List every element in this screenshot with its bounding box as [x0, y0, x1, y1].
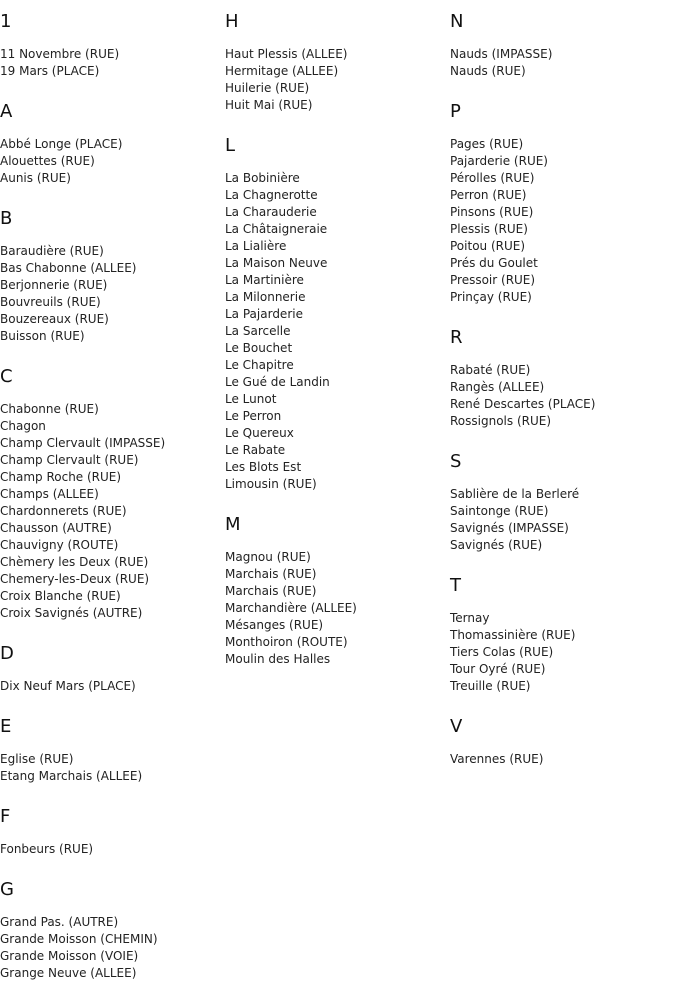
- street-list-item: Pages (RUE): [450, 137, 524, 151]
- section-letter-heading: N: [450, 11, 464, 32]
- street-list-item: Savignés (IMPASSE): [450, 521, 569, 535]
- street-list-item: Marchandière (ALLEE): [225, 601, 357, 615]
- index-column: [450, 10, 670, 788]
- street-list-item: La Martinière: [225, 273, 304, 287]
- street-list-item: Poitou (RUE): [450, 239, 526, 253]
- section-letter-heading: F: [0, 806, 11, 827]
- letter-section: [0, 207, 220, 345]
- street-list: [450, 751, 670, 768]
- street-list-item: Eglise (RUE): [0, 752, 74, 766]
- street-list-item: Etang Marchais (ALLEE): [0, 769, 143, 783]
- street-list-item: Huilerie (RUE): [225, 81, 310, 95]
- street-list-item: Mésanges (RUE): [225, 618, 324, 632]
- street-list-item: Champ Clervault (IMPASSE): [0, 436, 166, 450]
- street-list-item: Tour Oyré (RUE): [450, 662, 546, 676]
- street-list-item: Bouzereaux (RUE): [0, 312, 109, 326]
- street-list-item: René Descartes (PLACE): [450, 397, 596, 411]
- street-list-item: Ternay: [450, 611, 490, 625]
- street-list-item: Alouettes (RUE): [0, 154, 95, 168]
- street-list-item: Haut Plessis (ALLEE): [225, 47, 348, 61]
- letter-section: [450, 574, 670, 695]
- section-letter-heading: 1: [0, 11, 12, 32]
- street-list-item: Moulin des Halles: [225, 652, 331, 666]
- letter-section: [225, 10, 445, 114]
- street-list-item: Sablière de la Berleré: [450, 487, 580, 501]
- letter-section: [0, 715, 220, 785]
- street-list-item: Baraudière (RUE): [0, 244, 104, 258]
- section-letter-heading: H: [225, 11, 239, 32]
- street-list-item: Champ Roche (RUE): [0, 470, 122, 484]
- street-list-item: Champs (ALLEE): [0, 487, 99, 501]
- street-list: [450, 610, 670, 695]
- street-list-item: Treuille (RUE): [450, 679, 531, 693]
- street-list-item: Rangès (ALLEE): [450, 380, 545, 394]
- street-list-item: Dix Neuf Mars (PLACE): [0, 679, 136, 693]
- street-list-item: La Bobinière: [225, 171, 300, 185]
- street-list-item: Bouvreuils (RUE): [0, 295, 101, 309]
- street-list-item: La Châtaigneraie: [225, 222, 328, 236]
- street-list-item: Chabonne (RUE): [0, 402, 99, 416]
- street-list-item: La Chagnerotte: [225, 188, 318, 202]
- section-letter-heading: M: [225, 514, 241, 535]
- street-list-item: Saintonge (RUE): [450, 504, 549, 518]
- street-list-item: Le Gué de Landin: [225, 375, 330, 389]
- street-list-item: Chardonnerets (RUE): [0, 504, 127, 518]
- section-letter-heading: P: [450, 101, 461, 122]
- street-list-item: Pinsons (RUE): [450, 205, 534, 219]
- street-list-item: Nauds (IMPASSE): [450, 47, 553, 61]
- street-list-item: Champ Clervault (RUE): [0, 453, 139, 467]
- street-list-item: Hermitage (ALLEE): [225, 64, 339, 78]
- street-list-item: Les Blots Est: [225, 460, 302, 474]
- section-letter-heading: S: [450, 451, 462, 472]
- letter-section: [225, 134, 445, 493]
- street-list-item: Chausson (AUTRE): [0, 521, 112, 535]
- street-list: [0, 401, 220, 622]
- street-list-item: Le Chapitre: [225, 358, 294, 372]
- street-list: [0, 678, 220, 695]
- street-list: [450, 362, 670, 430]
- street-list-item: Le Lunot: [225, 392, 277, 406]
- street-list-item: Grande Moisson (VOIE): [0, 949, 139, 963]
- street-list-item: La Maison Neuve: [225, 256, 328, 270]
- street-list: [0, 46, 220, 80]
- street-list-item: Pérolles (RUE): [450, 171, 535, 185]
- street-list-item: Rossignols (RUE): [450, 414, 552, 428]
- letter-section: [450, 326, 670, 430]
- street-list: [450, 136, 670, 306]
- section-letter-heading: A: [0, 101, 13, 122]
- street-list-item: 11 Novembre (RUE): [0, 47, 120, 61]
- street-list: [0, 914, 220, 982]
- street-list-item: Chèmery les Deux (RUE): [0, 555, 149, 569]
- street-list-item: Berjonnerie (RUE): [0, 278, 108, 292]
- letter-section: [0, 805, 220, 858]
- street-list-item: Buisson (RUE): [0, 329, 85, 343]
- street-list-item: Varennes (RUE): [450, 752, 544, 766]
- street-list-item: Chemery-les-Deux (RUE): [0, 572, 150, 586]
- letter-section: [0, 365, 220, 622]
- street-list-item: Le Bouchet: [225, 341, 293, 355]
- street-list-item: La Lialière: [225, 239, 287, 253]
- street-list-item: Savignés (RUE): [450, 538, 543, 552]
- street-list-item: Rabaté (RUE): [450, 363, 531, 377]
- index-column: [225, 10, 445, 688]
- street-list-item: Chagon: [0, 419, 46, 433]
- street-list-item: Aunis (RUE): [0, 171, 71, 185]
- street-list-item: Plessis (RUE): [450, 222, 528, 236]
- street-list: [0, 751, 220, 785]
- letter-section: [0, 642, 220, 695]
- street-list-item: Huit Mai (RUE): [225, 98, 313, 112]
- street-list-item: Marchais (RUE): [225, 567, 317, 581]
- street-list: [225, 170, 445, 493]
- street-list-item: Pressoir (RUE): [450, 273, 536, 287]
- street-list-item: Abbé Longe (PLACE): [0, 137, 123, 151]
- street-list: [450, 486, 670, 554]
- street-list-item: Croix Blanche (RUE): [0, 589, 121, 603]
- street-list-item: Fonbeurs (RUE): [0, 842, 94, 856]
- street-list-item: La Milonnerie: [225, 290, 306, 304]
- section-letter-heading: G: [0, 879, 14, 900]
- section-letter-heading: B: [0, 208, 13, 229]
- section-letter-heading: T: [450, 575, 461, 596]
- street-list-item: Le Perron: [225, 409, 282, 423]
- street-list-item: La Sarcelle: [225, 324, 291, 338]
- street-list-item: Thomassinière (RUE): [450, 628, 576, 642]
- street-list: [0, 243, 220, 345]
- index-column: [0, 10, 220, 1002]
- street-list-item: 19 Mars (PLACE): [0, 64, 100, 78]
- section-letter-heading: R: [450, 327, 463, 348]
- street-list-item: La Charauderie: [225, 205, 317, 219]
- letter-section: [225, 513, 445, 668]
- letter-section: [450, 450, 670, 554]
- section-letter-heading: C: [0, 366, 13, 387]
- letter-section: [0, 878, 220, 982]
- street-list-item: Tiers Colas (RUE): [450, 645, 554, 659]
- street-list: [0, 136, 220, 187]
- letter-section: [450, 10, 670, 80]
- letter-section: [450, 100, 670, 306]
- section-letter-heading: V: [450, 716, 463, 737]
- street-list-item: Le Rabate: [225, 443, 286, 457]
- street-list: [225, 549, 445, 668]
- street-list-item: Grande Moisson (CHEMIN): [0, 932, 158, 946]
- section-letter-heading: D: [0, 643, 14, 664]
- street-list-item: La Pajarderie: [225, 307, 303, 321]
- letter-section: [0, 10, 220, 80]
- street-list-item: Pajarderie (RUE): [450, 154, 548, 168]
- street-list-item: Grand Pas. (AUTRE): [0, 915, 119, 929]
- street-list-item: Marchais (RUE): [225, 584, 317, 598]
- street-list-item: Perron (RUE): [450, 188, 527, 202]
- street-list: [450, 46, 670, 80]
- street-list-item: Chauvigny (ROUTE): [0, 538, 119, 552]
- street-list-item: Prinçay (RUE): [450, 290, 532, 304]
- street-list-item: Magnou (RUE): [225, 550, 311, 564]
- street-list-item: Limousin (RUE): [225, 477, 317, 491]
- letter-section: [0, 100, 220, 187]
- street-list: [225, 46, 445, 114]
- section-letter-heading: E: [0, 716, 12, 737]
- street-list-item: Grange Neuve (ALLEE): [0, 966, 137, 980]
- street-list-item: Bas Chabonne (ALLEE): [0, 261, 137, 275]
- street-list: [0, 841, 220, 858]
- street-list-item: Croix Savignés (AUTRE): [0, 606, 143, 620]
- letter-section: [450, 715, 670, 768]
- street-list-item: Monthoiron (ROUTE): [225, 635, 348, 649]
- street-list-item: Le Quereux: [225, 426, 294, 440]
- street-list-item: Nauds (RUE): [450, 64, 526, 78]
- section-letter-heading: L: [225, 135, 236, 156]
- street-list-item: Prés du Goulet: [450, 256, 538, 270]
